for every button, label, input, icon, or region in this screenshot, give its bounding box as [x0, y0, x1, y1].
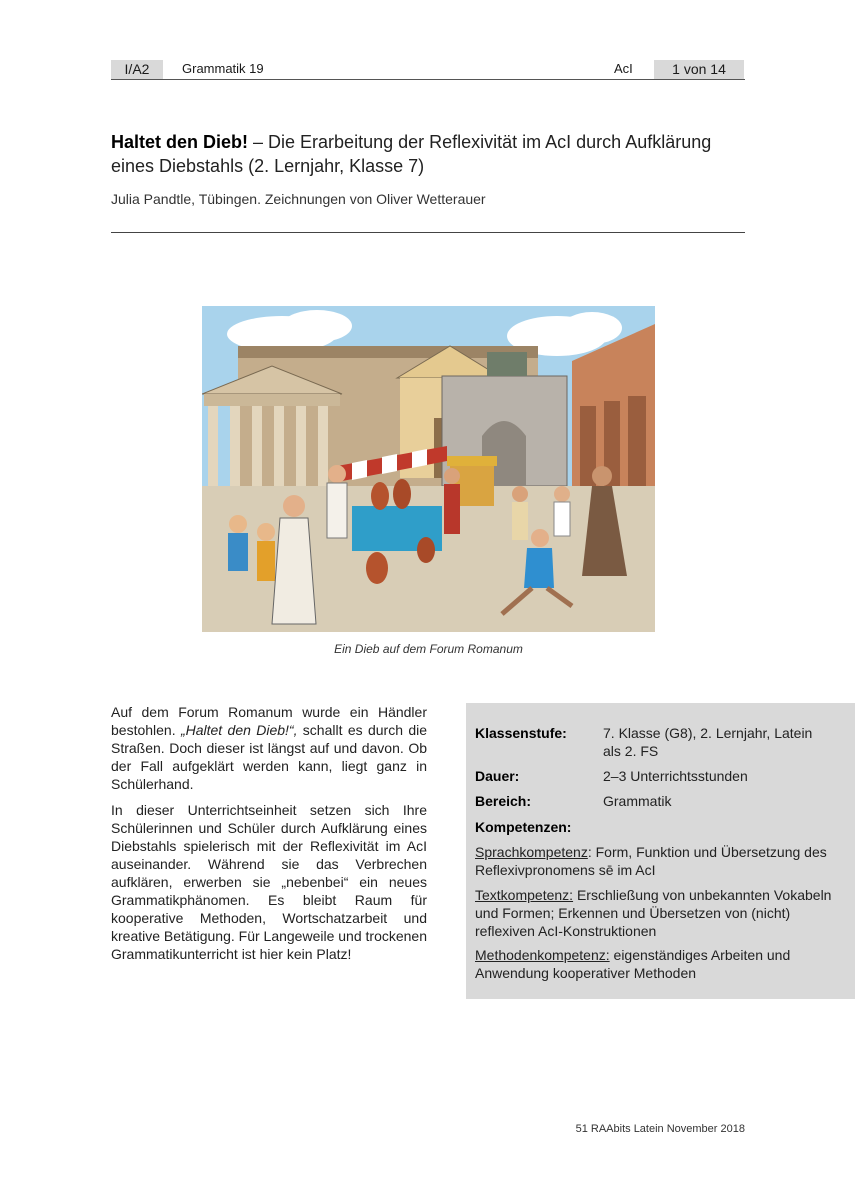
sprachkompetenz: Sprachkompetenz: Form, Funktion und Übersetzung des Reflexivpronomens sē im AcI	[475, 844, 827, 878]
series-label: Grammatik 19	[182, 61, 264, 76]
dauer-value: 2–3 Unterrichtsstunden	[603, 768, 748, 784]
title-divider	[111, 232, 745, 233]
textkompetenz: Textkompetenz: Erschließung von unbekannten Vokabeln und Formen; Erkennen und Übersetzen von (nicht) reflexiven AcI-Konstruktionen	[475, 887, 832, 939]
intro-text	[111, 703, 427, 971]
section-code: I/A2	[111, 60, 163, 79]
page-title	[111, 130, 751, 178]
bereich-label: Bereich:	[475, 793, 532, 809]
intro-paragraph-1: Auf dem Forum Romanum wurde ein Händler bestohlen. „Haltet den Dieb!“, schallt es durch die Straßen. Doch dieser ist längst auf und davon. Ob der Fall aufgeklärt werden kann, liegt ganz in Schülerhand.	[111, 704, 428, 792]
author-line: Julia Pandtle, Tübingen. Zeichnungen von Oliver Wetterauer	[111, 191, 486, 207]
methodenkompetenz: Methodenkompetenz: eigenständiges Arbeiten und Anwendung kooperativer Methoden	[475, 947, 791, 981]
intro-paragraph-2: In dieser Unterrichtseinheit setzen sich Ihre Schülerinnen und Schüler durch Aufklärung eines Diebstahls spielerisch mit der Reflexivität im AcI auseinander. Während sie das Verbrechen aufklären, erwerben sie „nebenbei“ ein neues Grammatikphänomen. Es bleibt Raum für kooperative Methoden, Wortschatzarbeit und kreative Betätigung. Für Langeweile und trockenen Grammatikunterricht ist hier kein Platz!	[111, 802, 427, 962]
topic-label: AcI	[614, 61, 633, 76]
forum-illustration	[202, 306, 655, 632]
figure-caption: Ein Dieb auf dem Forum Romanum	[334, 642, 523, 656]
footer: 51 RAAbits Latein November 2018	[575, 1123, 745, 1135]
klassenstufe-label: Klassenstufe:	[475, 725, 567, 741]
title-rest: – Die Erarbeitung der Reflexivität im AcI durch Aufklärung eines Diebstahls (2. Lernjahr, Klasse 7)	[111, 132, 712, 176]
title-bold: Haltet den Dieb!	[111, 132, 249, 152]
quote-text: „Haltet den Dieb!“,	[180, 722, 298, 738]
page-number: 1 von 14	[654, 60, 744, 79]
bereich-value: Grammatik	[603, 793, 672, 809]
header-divider	[111, 79, 745, 80]
dauer-label: Dauer:	[475, 768, 520, 784]
klassenstufe-value: 7. Klasse (G8), 2. Lernjahr, Latein als 2. FS	[603, 725, 813, 759]
kompetenzen-label: Kompetenzen:	[475, 819, 572, 835]
